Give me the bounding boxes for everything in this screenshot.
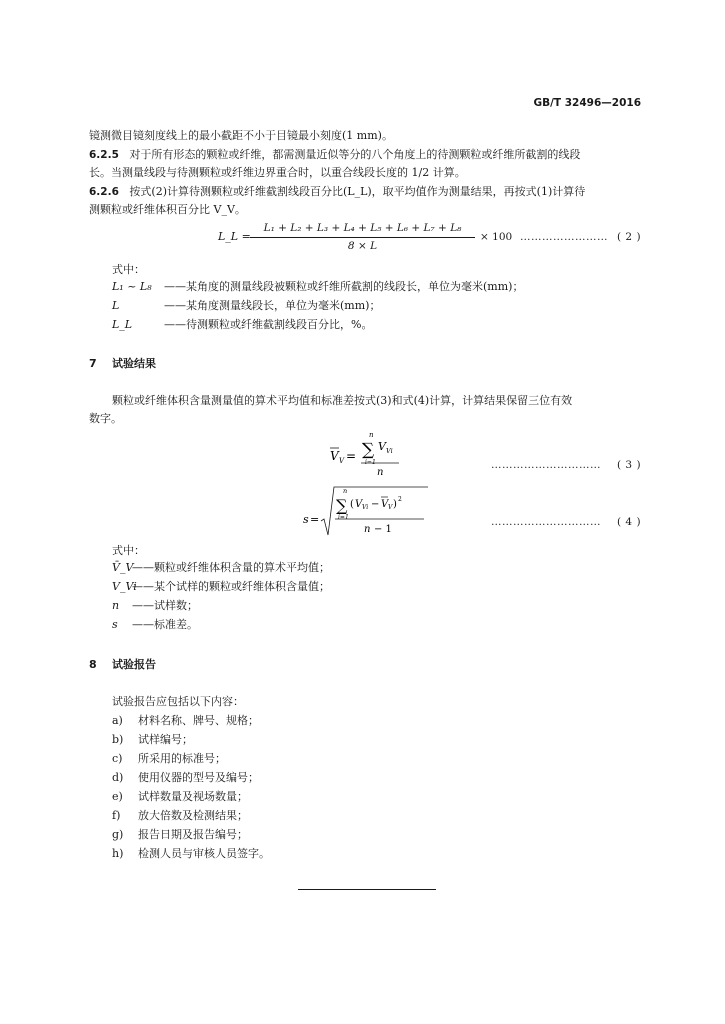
- list-item-text: 试样编号；: [138, 733, 193, 746]
- section-title: 试验结果: [111, 357, 156, 370]
- eq2-times: × 100: [480, 231, 513, 243]
- list-marker: c): [112, 752, 123, 765]
- list-marker: b): [112, 733, 124, 746]
- list-item: [112, 789, 248, 805]
- list-item-text: 所采用的标准号；: [138, 752, 226, 765]
- list-marker: h): [112, 847, 124, 860]
- list-marker: a): [112, 714, 123, 727]
- list-item: [112, 732, 193, 748]
- section-number: 7: [89, 357, 97, 370]
- where-symbol: L_L: [112, 318, 133, 331]
- svg-text:− 1: − 1: [374, 524, 392, 535]
- eq3-number: ( 3 ): [617, 459, 642, 471]
- list-marker: e): [112, 790, 123, 803]
- eq4-formula: [300, 483, 440, 539]
- clause-6-2-5: [89, 147, 580, 163]
- where-title: 式中：: [112, 544, 145, 557]
- paragraph-line: 数字。: [89, 412, 122, 425]
- list-item: [112, 808, 248, 824]
- svg-text:V: V: [381, 499, 389, 510]
- where-description: ——试样数；: [132, 599, 198, 612]
- where-description: ——颗粒或纤维体积含量的算术平均值；: [132, 561, 330, 574]
- standard-number: GB/T 32496—2016: [533, 97, 641, 109]
- list-item: [112, 846, 270, 862]
- svg-text:(: (: [350, 499, 354, 510]
- svg-text:V: V: [330, 449, 339, 463]
- svg-text:s: s: [303, 513, 309, 526]
- where-symbol: V̄_V: [112, 561, 134, 574]
- svg-text:n: n: [364, 524, 371, 535]
- svg-text:Vi: Vi: [362, 504, 369, 511]
- list-marker: g): [112, 828, 124, 841]
- svg-text:V: V: [378, 440, 386, 453]
- list-item-text: 材料名称、牌号、规格；: [138, 714, 259, 727]
- eq2-number: ( 2 ): [617, 231, 642, 243]
- end-separator-line: [298, 889, 436, 890]
- report-intro: 试验报告应包括以下内容：: [112, 695, 244, 708]
- list-marker: d): [112, 771, 124, 784]
- where-description: ——待测颗粒或纤维截割线段百分比，%。: [164, 318, 373, 331]
- eq2-fraction-line: [250, 237, 475, 238]
- where-symbol: L₁ ~ L₈: [112, 280, 152, 293]
- list-item: [112, 827, 248, 843]
- clause-6-2-6: [89, 184, 585, 200]
- svg-text:i=1: i=1: [338, 514, 349, 521]
- where-symbol: n: [112, 599, 120, 612]
- svg-text:=: =: [310, 513, 320, 526]
- svg-text:V: V: [388, 504, 393, 511]
- section-number: 8: [89, 658, 97, 671]
- svg-text:V: V: [339, 457, 345, 465]
- svg-text:∑: ∑: [362, 440, 375, 460]
- svg-text:i=1: i=1: [365, 459, 376, 466]
- svg-text:n: n: [377, 467, 384, 478]
- where-description: ——某角度的测量线段被颗粒或纤维所截割的线段长，单位为毫米(mm)；: [164, 280, 524, 293]
- eq2-denominator: 8 × L: [347, 240, 378, 252]
- where-description: ——某个试样的颗粒或纤维体积含量值；: [132, 580, 330, 593]
- list-marker: f): [112, 809, 121, 822]
- list-item-text: 报告日期及报告编号；: [138, 828, 248, 841]
- where-description: ——标准差。: [132, 618, 198, 631]
- section-heading-7: [89, 355, 156, 371]
- list-item-text: 试样数量及视场数量；: [138, 790, 248, 803]
- paragraph-line: 镜测微目镜刻度线上的最小截距不小于目镜最小刻度(1 mm)。: [89, 129, 393, 142]
- eq4-dots: …………………………: [491, 516, 601, 528]
- svg-text:=: =: [346, 449, 357, 463]
- where-symbol: L: [112, 299, 120, 312]
- clause-number: 6.2.5: [89, 149, 119, 161]
- svg-text:): ): [393, 499, 397, 510]
- svg-text:∑: ∑: [336, 496, 348, 515]
- where-symbol: s: [112, 618, 118, 631]
- list-item-text: 放大倍数及检测结果；: [138, 809, 248, 822]
- eq2-lhs: L_L =: [218, 230, 251, 243]
- list-item: [112, 770, 259, 786]
- svg-text:V: V: [355, 499, 363, 510]
- section-title: 试验报告: [111, 658, 156, 671]
- svg-text:n: n: [343, 487, 348, 495]
- list-item: [112, 751, 226, 767]
- clause-number: 6.2.6: [89, 186, 119, 198]
- eq3-formula: [326, 428, 406, 480]
- section-heading-8: [89, 656, 156, 672]
- where-title: 式中：: [112, 263, 145, 276]
- eq2-numerator: L₁ + L₂ + L₃ + L₄ + L₅ + L₆ + L₇ + L₈: [263, 222, 462, 234]
- list-item-text: 检测人员与审核人员签字。: [138, 847, 270, 860]
- svg-text:−: −: [371, 499, 380, 510]
- svg-text:2: 2: [398, 496, 402, 503]
- paragraph-line: 颗粒或纤维体积含量测量值的算术平均值和标准差按式(3)和式(4)计算，计算结果保留三位有效: [112, 394, 573, 407]
- clause-text-line2: 长。当测量线段与待测颗粒或纤维边界重合时，以重合线段长度的 1/2 计算。: [89, 166, 466, 179]
- eq2-dots: ……………………: [520, 231, 608, 243]
- clause-text-line1: 按式(2)计算待测颗粒或纤维截割线段百分比(L_L)，取平均值作为测量结果，再按式(1)计算待: [129, 185, 586, 198]
- clause-text-line1: 对于所有形态的颗粒或纤维，都需测量近似等分的八个角度上的待测颗粒或纤维所截割的线段: [129, 148, 581, 161]
- svg-text:n: n: [369, 431, 374, 439]
- eq3-dots: …………………………: [491, 459, 601, 471]
- where-symbol: V_Vi: [112, 580, 137, 593]
- list-item: [112, 713, 259, 729]
- svg-text:Vi: Vi: [386, 447, 393, 455]
- list-item-text: 使用仪器的型号及编号；: [138, 771, 259, 784]
- eq4-number: ( 4 ): [617, 516, 642, 528]
- clause-text-line2: 测颗粒或纤维体积百分比 V_V。: [89, 203, 246, 216]
- where-description: ——某角度测量线段长，单位为毫米(mm)；: [164, 299, 381, 312]
